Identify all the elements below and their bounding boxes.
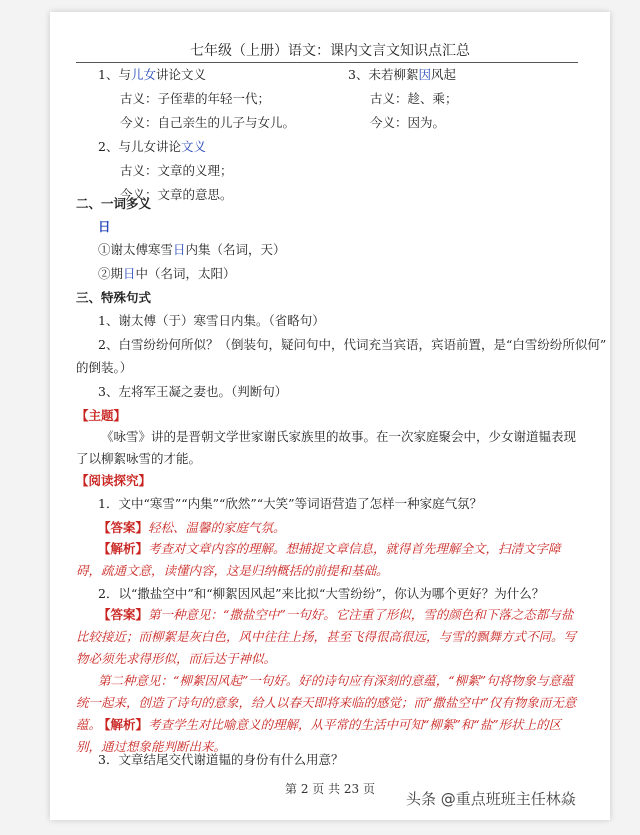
special-sentence-1: 1、谢太傅（于）寒雪日内集。（省略句） [98,313,325,328]
section-heading-special-sentences: 三、特殊句式 [76,290,152,305]
page-number: 第 2 页 共 23 页 [285,782,375,796]
theme-text: 《咏雪》讲的是晋朝文学世家谢氏家族里的故事。在一次家庭聚会中，少女谢道韫表现了以柳絮咏雪的才能。 [76,429,577,466]
item-2-heading: 2、与儿女讲论文义 [98,139,206,154]
question-1: 1．文中“寒雪”“内集”“欣然”“大笑”等词语营造了怎样一种家庭气氛？ [98,496,483,511]
item-1-heading: 1、与儿女讲论文义 [98,67,206,82]
analysis-1: 【解析】考查对文章内容的理解。想捕捉文章信息，就得首先理解全文，扫清文字障碍，疏通文意，读懂内容，这是归纳概括的前提和基础。 [76,541,561,578]
polysemy-example-1: ①谢太傅寒雪日内集（名词，天） [98,242,286,257]
special-sentence-2-cont: 的倒装。） [76,360,133,375]
question-3: 3．文章结尾交代谢道韫的身份有什么用意？ [98,752,344,767]
polysemy-word: 日 [98,219,111,234]
document-page [50,12,610,820]
answer-2-second-opinion: 第二种意见：“柳絮因风起”一句好。好的诗句应有深刻的意蕴，“柳絮”句将物象与意蕴统一起来，创造了诗句的意象，给人以春天即将来临的感觉；而“撒盐空中”仅有物象而无意蕴。 [76,673,577,732]
item-1-ancient: 古义：子侄辈的年轻一代； [120,91,271,106]
highlight-word: 儿女 [130,67,156,82]
section-heading-polysemy: 二、一词多义 [76,196,152,211]
item-2-ancient: 古义：文章的义理； [120,163,233,178]
item-3-ancient: 古义：趁、乘； [370,91,458,106]
special-sentence-2: 2、白雪纷纷何所似？（倒装句，疑问句中，代词充当宾语，宾语前置，是“白雪纷纷所似何” [98,337,607,352]
answer-2: 【答案】第一种意见：“撒盐空中”一句好。它注重了形似，雪的颜色和下落之态都与盐比较接近；而柳絮是灰白色，风中往往上扬，甚至飞得很高很远，与雪的飘舞方式不同。写物必须先求得形似，而后达于神似。 [76,607,577,666]
header-rule [76,62,578,63]
item-3-heading: 3、未若柳絮因风起 [348,67,456,82]
watermark: 头条 @重点班班主任林焱 [406,790,576,808]
page-title: 七年级（上册）语文：课内文言文知识点汇总 [190,43,470,59]
item-2-modern: 今义：文章的意思。 [120,187,233,202]
special-sentence-3: 3、左将军王凝之妻也。（判断句） [98,384,288,399]
question-2: 2．以“撒盐空中”和“柳絮因风起”来比拟“大雪纷纷”，你认为哪个更好？为什么？ [98,586,545,601]
answer-1: 【答案】轻松、温馨的家庭气氛。 [98,520,286,535]
highlight-word: 因 [418,67,431,82]
highlight-word: 文义 [180,139,206,154]
polysemy-example-2: ②期日中（名词，太阳） [98,266,236,281]
item-3-modern: 今义：因为。 [370,115,446,130]
reading-label: 【阅读探究】 [76,473,152,488]
theme-label: 【主题】 [76,408,127,423]
analysis-2: 【解析】考查学生对比喻意义的理解，从平常的生活中可知“柳絮”和“盐”形状上的区别，通过想象能判断出来。 [76,717,562,754]
item-1-modern: 今义：自己亲生的儿子与女儿。 [120,115,296,130]
